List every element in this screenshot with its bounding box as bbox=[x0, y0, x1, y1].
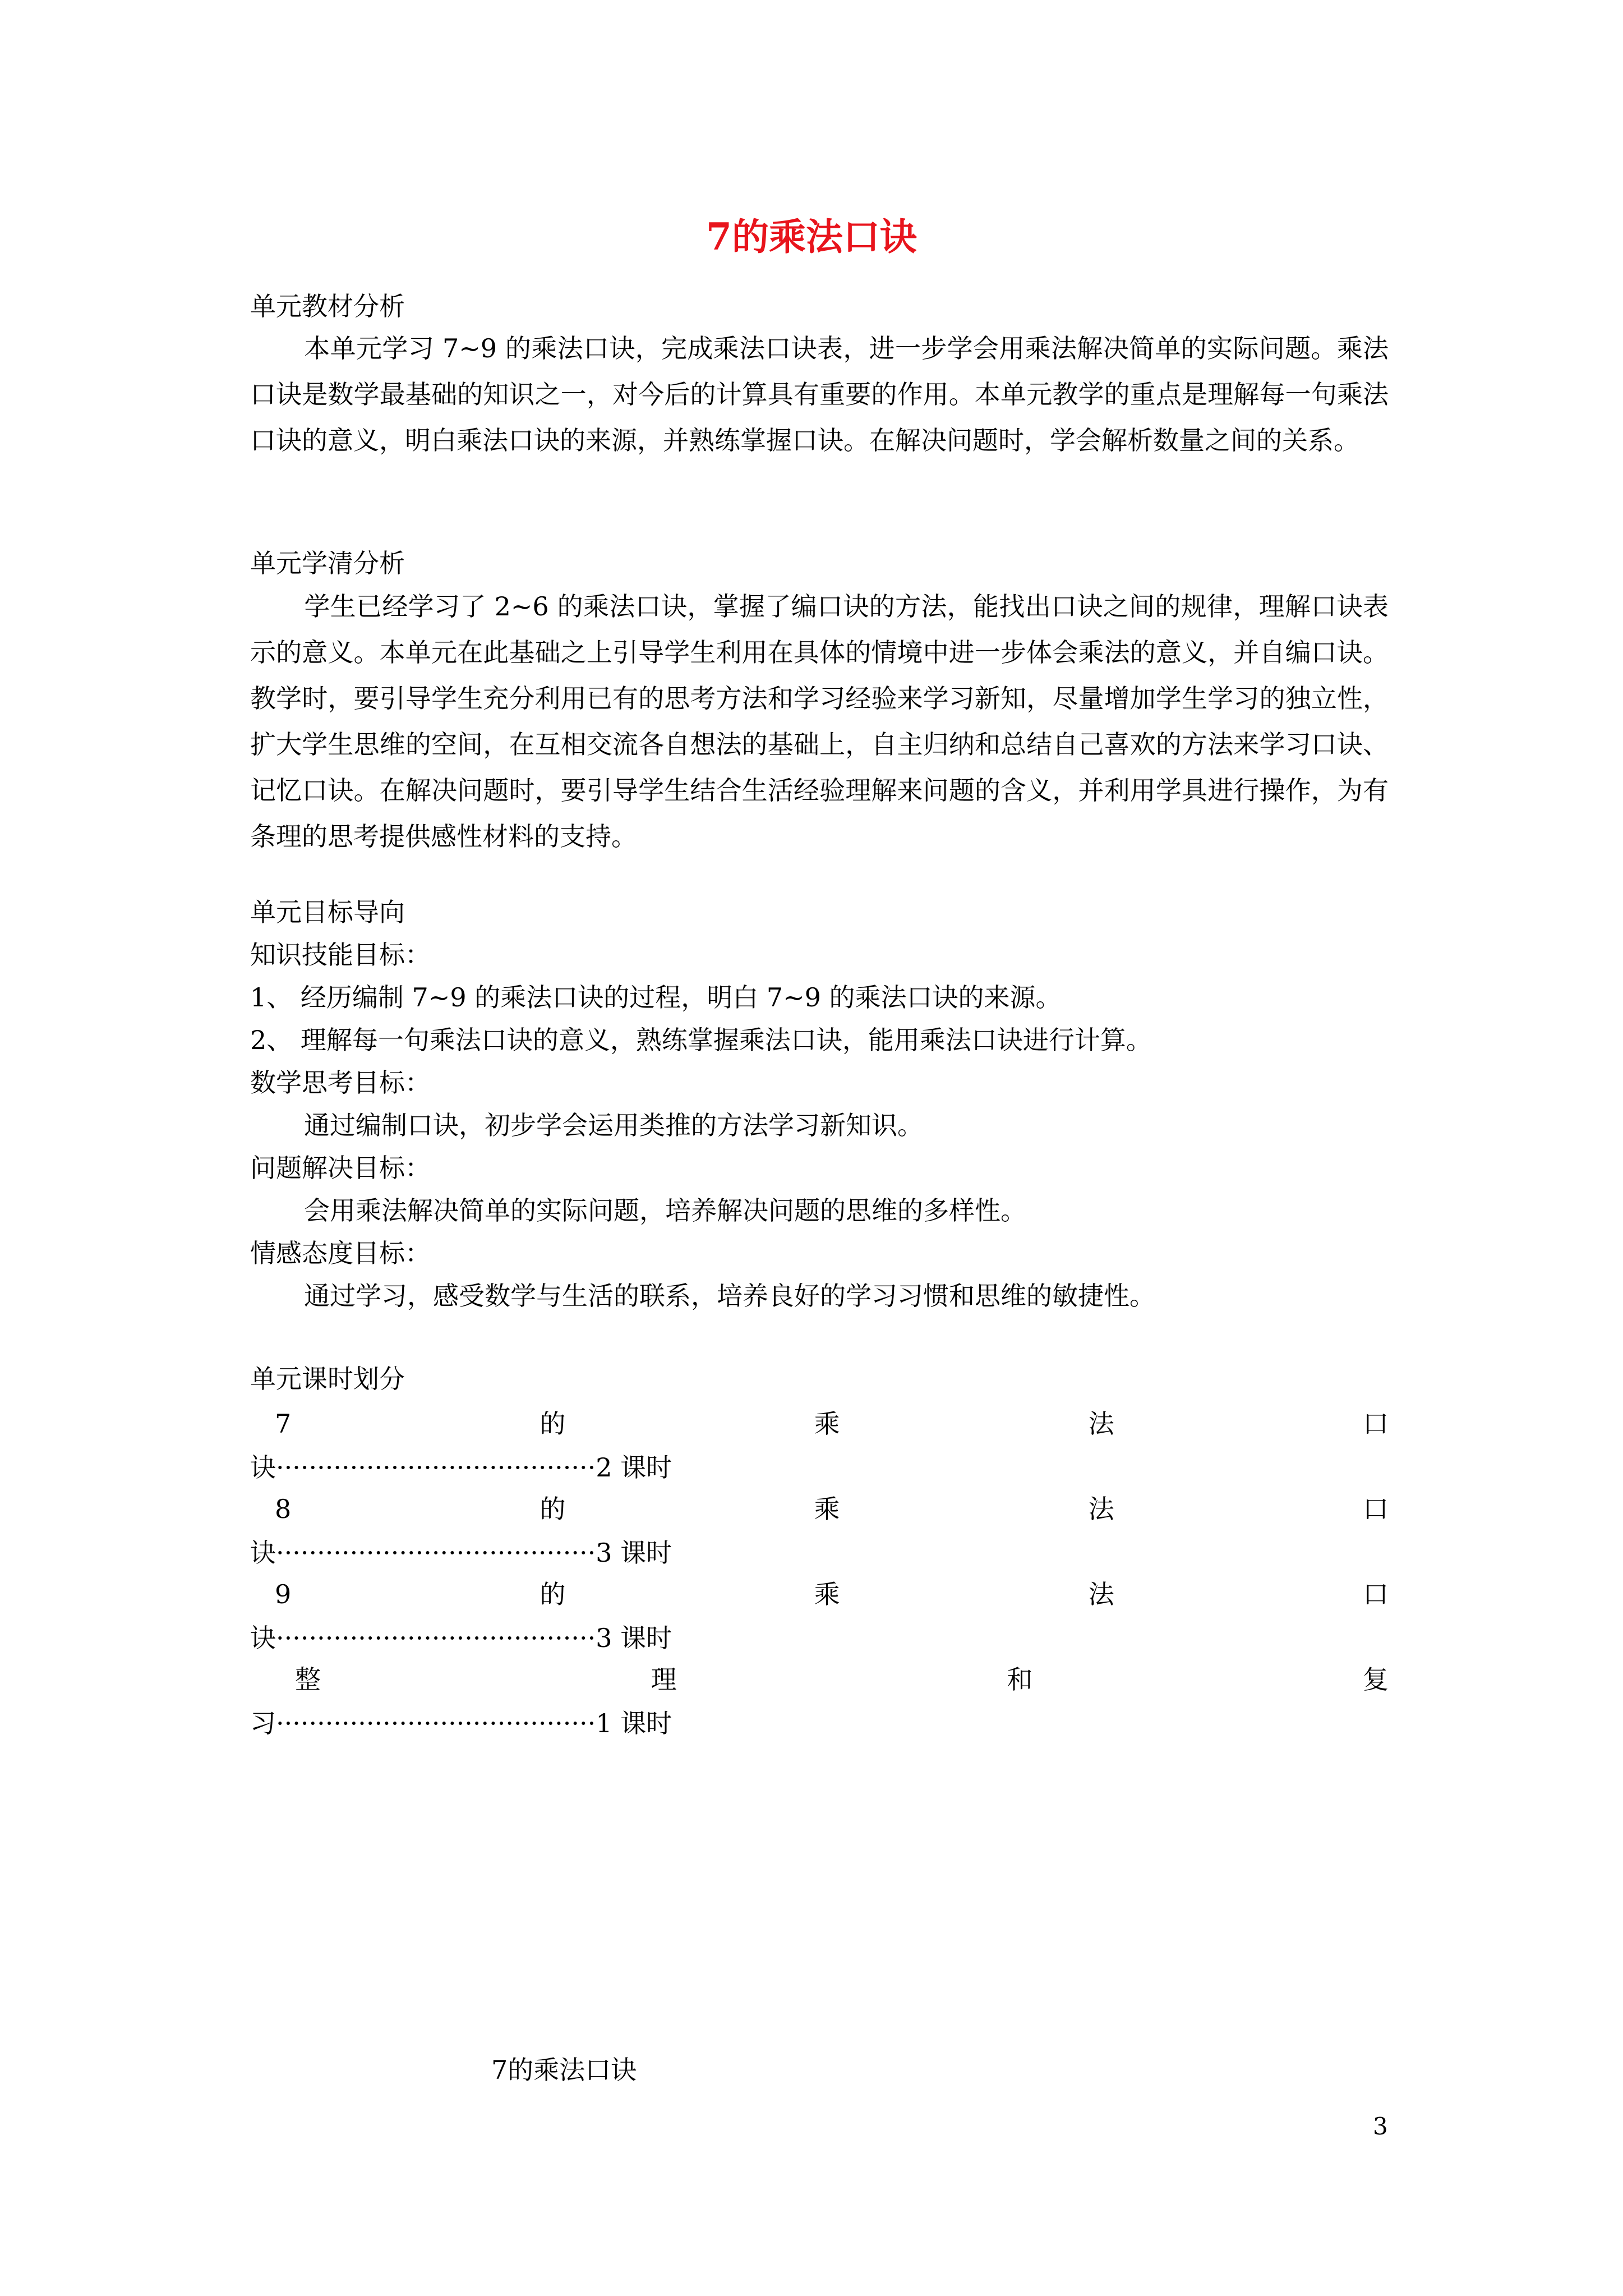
schedule-cell: 口 bbox=[1362, 1579, 1389, 1609]
schedule-row-2-bottom: 诀·······································3 课时 bbox=[250, 1538, 672, 1568]
schedule-cell: 口 bbox=[1362, 1409, 1389, 1439]
schedule-heading: 单元课时划分 bbox=[250, 1364, 405, 1394]
schedule-row-2-top bbox=[275, 1488, 1389, 1530]
material-body: 本单元学习 7~9 的乘法口诀，完成乘法口诀表，进一步学会用乘法解决简单的实际问题。乘法口诀是数学最基础的知识之一，对今后的计算具有重要的作用。本单元教学的重点是理解每一句乘法口诀的意义，明白乘法口诀的来源，并熟练掌握口诀。在解决问题时，学会解析数量之间的关系。 bbox=[250, 333, 1389, 455]
schedule-cell: 8 bbox=[275, 1494, 292, 1524]
schedule-cell: 乘 bbox=[814, 1579, 840, 1609]
schedule-cell: 的 bbox=[540, 1409, 566, 1439]
math-text: 通过编制口诀，初步学会运用类推的方法学习新知识。 bbox=[304, 1110, 923, 1140]
schedule-cell: 7 bbox=[275, 1409, 292, 1439]
page-number: 3 bbox=[1373, 2113, 1388, 2140]
schedule-row-1-bottom: 诀·······································2 课时 bbox=[250, 1452, 672, 1483]
schedule-cell: 的 bbox=[540, 1579, 566, 1609]
problem-text: 会用乘法解决简单的实际问题，培养解决问题的思维的多样性。 bbox=[304, 1195, 1026, 1226]
material-heading: 单元教材分析 bbox=[250, 291, 405, 321]
emotion-heading: 情感态度目标： bbox=[250, 1238, 431, 1268]
schedule-row-3-bottom: 诀·······································3 课时 bbox=[250, 1623, 672, 1653]
schedule-row-4-bottom: 习·······································1 课时 bbox=[250, 1708, 672, 1738]
schedule-row-1-top bbox=[275, 1402, 1389, 1445]
schedule-cell: 乘 bbox=[814, 1409, 840, 1439]
knowledge-heading: 知识技能目标： bbox=[250, 940, 431, 970]
problem-heading: 问题解决目标： bbox=[250, 1153, 431, 1183]
footer-heading: 7的乘法口诀 bbox=[491, 2055, 637, 2085]
schedule-cell: 法 bbox=[1088, 1579, 1114, 1609]
students-heading: 单元学清分析 bbox=[250, 548, 405, 578]
students-paragraph bbox=[250, 583, 1389, 859]
schedule-cell: 法 bbox=[1088, 1409, 1114, 1439]
material-paragraph bbox=[250, 325, 1389, 463]
schedule-row-3-top bbox=[275, 1573, 1389, 1616]
schedule-cell: 整 bbox=[295, 1664, 321, 1695]
page-title: 7的乘法口诀 bbox=[706, 215, 917, 259]
knowledge-item-2: 2、 理解每一句乘法口诀的意义，熟练掌握乘法口诀，能用乘法口诀进行计算。 bbox=[250, 1025, 1152, 1055]
schedule-cell: 口 bbox=[1362, 1494, 1389, 1524]
schedule-cell: 理 bbox=[651, 1664, 677, 1695]
math-heading: 数学思考目标： bbox=[250, 1068, 431, 1098]
emotion-text: 通过学习，感受数学与生活的联系，培养良好的学习习惯和思维的敏捷性。 bbox=[304, 1281, 1155, 1311]
schedule-row-4-top bbox=[295, 1658, 1389, 1701]
knowledge-item-1: 1、 经历编制 7~9 的乘法口诀的过程，明白 7~9 的乘法口诀的来源。 bbox=[250, 982, 1062, 1013]
schedule-cell: 法 bbox=[1088, 1494, 1114, 1524]
schedule-cell: 乘 bbox=[814, 1494, 840, 1524]
schedule-cell: 和 bbox=[1007, 1664, 1033, 1695]
schedule-cell: 9 bbox=[275, 1579, 292, 1609]
schedule-cell: 复 bbox=[1362, 1664, 1389, 1695]
schedule-cell: 的 bbox=[540, 1494, 566, 1524]
goals-heading: 单元目标导向 bbox=[250, 897, 405, 927]
students-body: 学生已经学习了 2~6 的乘法口诀，掌握了编口诀的方法，能找出口诀之间的规律，理解口诀表示的意义。本单元在此基础之上引导学生利用在具体的情境中进一步体会乘法的意义，并自编口诀。教学时，要引导学生充分利用已有的思考方法和学习经验来学习新知，尽量增加学生学习的独立性，扩大学生思维的空间，在互相交流各自想法的基础上，自主归纳和总结自己喜欢的方法来学习口诀、记忆口诀。在解决问题时，要引导学生结合生活经验理解来问题的含义，并利用学具进行操作，为有条理的思考提供感性材料的支持。 bbox=[250, 591, 1389, 852]
